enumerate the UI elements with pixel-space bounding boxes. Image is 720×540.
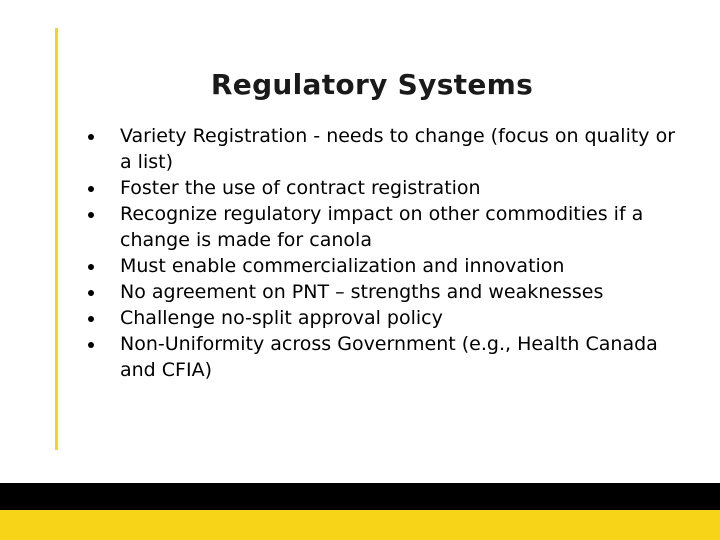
bullet-text: Challenge no-split approval policy <box>120 307 443 329</box>
bullet-text: Recognize regulatory impact on other commodities if a change is made for canola <box>120 203 644 251</box>
bullet-dot-icon <box>88 290 94 296</box>
bullet-text: Non-Uniformity across Government (e.g., Health Canada and CFIA) <box>120 333 658 381</box>
bullet-dot-icon <box>88 212 94 218</box>
bullet-item <box>82 331 682 383</box>
bullet-dot-icon <box>88 186 94 192</box>
bullet-item <box>82 253 682 279</box>
slide-title: Regulatory Systems <box>210 68 534 101</box>
bullet-text: Must enable commercialization and innovation <box>120 255 565 277</box>
bullet-dot-icon <box>88 134 94 140</box>
bullet-list <box>82 123 682 383</box>
bullet-item <box>82 305 682 331</box>
bullet-item <box>82 175 682 201</box>
bullet-text: No agreement on PNT – strengths and weaknesses <box>120 281 604 303</box>
footer-black-band <box>0 483 720 510</box>
bullet-item <box>82 123 682 175</box>
bullet-dot-icon <box>88 316 94 322</box>
bullet-dot-icon <box>88 264 94 270</box>
bullet-text: Variety Registration - needs to change (focus on quality or a list) <box>120 125 676 173</box>
footer-yellow-band <box>0 510 720 540</box>
bullet-item <box>82 201 682 253</box>
bullet-item <box>82 279 682 305</box>
bullet-dot-icon <box>88 342 94 348</box>
bullet-text: Foster the use of contract registration <box>120 177 481 199</box>
